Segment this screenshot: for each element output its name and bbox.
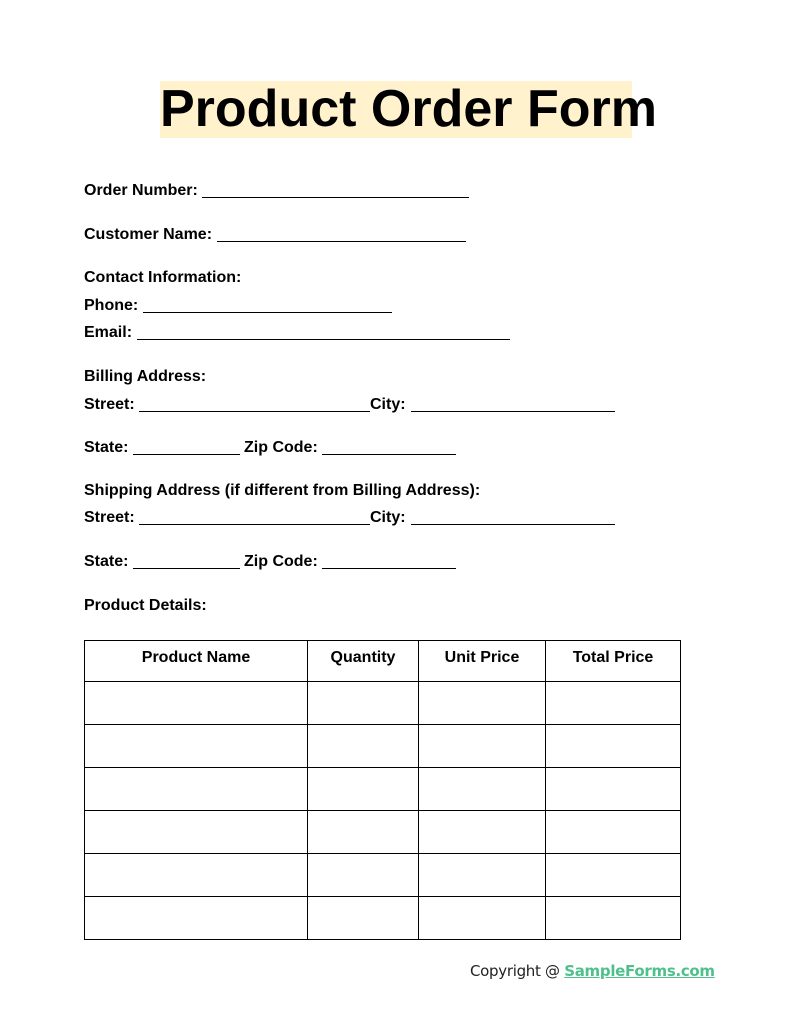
table-cell[interactable] bbox=[419, 854, 546, 897]
billing-address-heading: Billing Address: bbox=[84, 368, 207, 385]
billing-city-field[interactable] bbox=[411, 411, 615, 412]
table-cell[interactable] bbox=[308, 811, 419, 854]
billing-street-field[interactable] bbox=[139, 411, 370, 412]
table-cell[interactable] bbox=[419, 725, 546, 768]
table-cell[interactable] bbox=[546, 854, 681, 897]
table-cell[interactable] bbox=[546, 897, 681, 940]
sampleforms-link[interactable]: SampleForms.com bbox=[564, 962, 715, 980]
email-label: Email: bbox=[84, 324, 133, 341]
header-product-name: Product Name bbox=[85, 641, 308, 682]
product-details-heading: Product Details: bbox=[84, 597, 207, 614]
order-number-label: Order Number: bbox=[84, 182, 198, 199]
table-cell[interactable] bbox=[308, 768, 419, 811]
table-cell[interactable] bbox=[546, 725, 681, 768]
page-title: Product Order Form bbox=[160, 80, 657, 138]
customer-name-field[interactable] bbox=[217, 241, 466, 242]
table-cell[interactable] bbox=[85, 682, 308, 725]
contact-info-heading: Contact Information: bbox=[84, 269, 242, 286]
order-number-field[interactable] bbox=[202, 197, 469, 198]
phone-label: Phone: bbox=[84, 297, 139, 314]
table-cell[interactable] bbox=[419, 768, 546, 811]
table-cell[interactable] bbox=[85, 897, 308, 940]
table-row bbox=[85, 811, 681, 854]
shipping-address-heading: Shipping Address (if different from Billing Address): bbox=[84, 482, 481, 499]
billing-city-label: City: bbox=[370, 396, 406, 413]
table-cell[interactable] bbox=[546, 682, 681, 725]
table-cell[interactable] bbox=[419, 682, 546, 725]
table-cell[interactable] bbox=[546, 811, 681, 854]
shipping-city-label: City: bbox=[370, 509, 406, 526]
table-cell[interactable] bbox=[85, 768, 308, 811]
table-cell[interactable] bbox=[419, 897, 546, 940]
table-row bbox=[85, 854, 681, 897]
shipping-state-field[interactable] bbox=[133, 568, 240, 569]
billing-street-label: Street: bbox=[84, 396, 135, 413]
shipping-state-label: State: bbox=[84, 553, 129, 570]
billing-zip-field[interactable] bbox=[322, 454, 456, 455]
product-table bbox=[84, 640, 681, 940]
email-field[interactable] bbox=[137, 339, 510, 340]
billing-state-field[interactable] bbox=[133, 454, 240, 455]
shipping-street-label: Street: bbox=[84, 509, 135, 526]
table-cell[interactable] bbox=[308, 725, 419, 768]
header-unit-price: Unit Price bbox=[419, 641, 546, 682]
table-row bbox=[85, 682, 681, 725]
header-total-price: Total Price bbox=[546, 641, 681, 682]
table-cell[interactable] bbox=[85, 725, 308, 768]
billing-state-label: State: bbox=[84, 439, 129, 456]
table-cell[interactable] bbox=[308, 854, 419, 897]
table-header-row bbox=[85, 641, 681, 682]
customer-name-label: Customer Name: bbox=[84, 226, 213, 243]
table-cell[interactable] bbox=[85, 854, 308, 897]
header-quantity: Quantity bbox=[308, 641, 419, 682]
phone-field[interactable] bbox=[143, 312, 392, 313]
copyright-text: Copyright @ bbox=[470, 962, 565, 980]
table-cell[interactable] bbox=[419, 811, 546, 854]
shipping-city-field[interactable] bbox=[411, 524, 615, 525]
table-cell[interactable] bbox=[308, 897, 419, 940]
shipping-street-field[interactable] bbox=[139, 524, 370, 525]
shipping-zip-field[interactable] bbox=[322, 568, 456, 569]
table-row bbox=[85, 768, 681, 811]
table-cell[interactable] bbox=[308, 682, 419, 725]
footer-copyright bbox=[470, 962, 715, 980]
shipping-zip-label: Zip Code: bbox=[244, 553, 318, 570]
table-row bbox=[85, 725, 681, 768]
table-cell[interactable] bbox=[546, 768, 681, 811]
table-cell[interactable] bbox=[85, 811, 308, 854]
table-row bbox=[85, 897, 681, 940]
billing-zip-label: Zip Code: bbox=[244, 439, 318, 456]
